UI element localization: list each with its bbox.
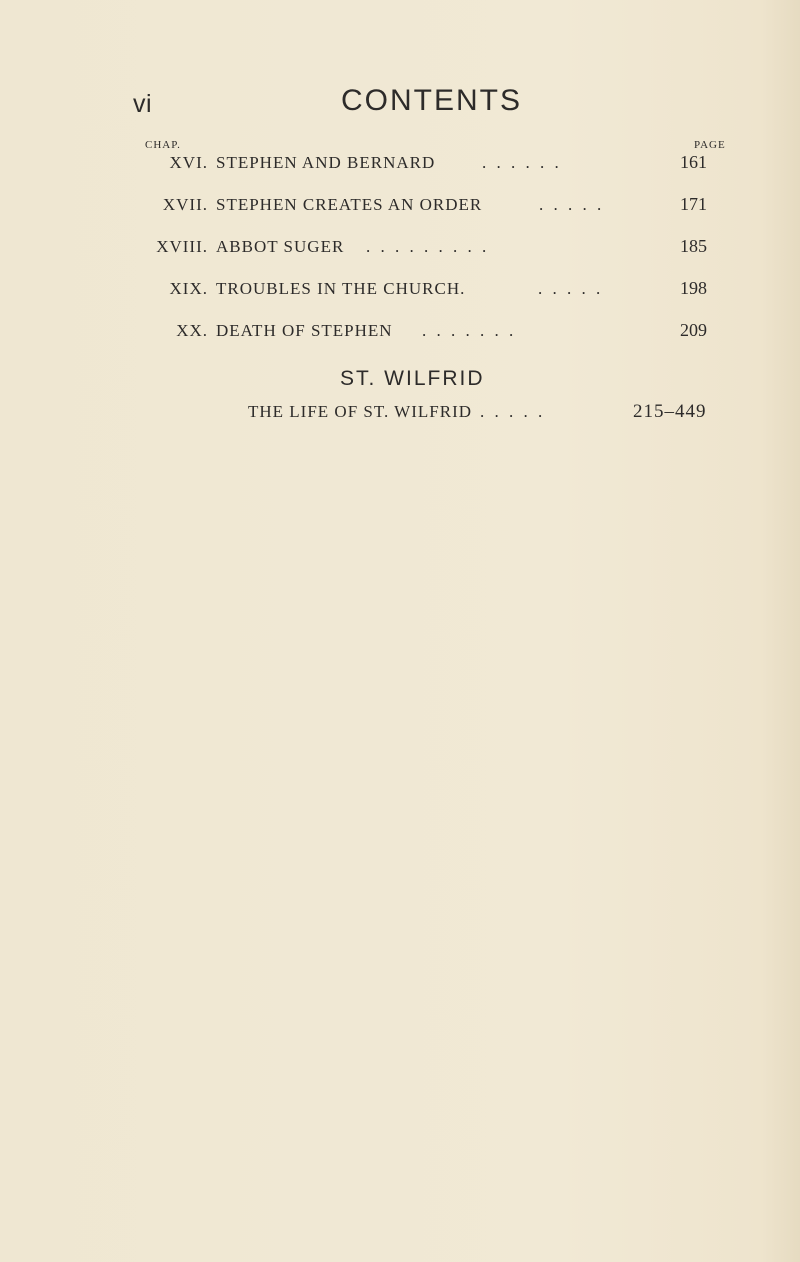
page-range: 215–449 bbox=[633, 401, 707, 422]
toc-entry bbox=[0, 153, 800, 177]
chapter-number: XIX. bbox=[169, 279, 208, 298]
page-number: 161 bbox=[680, 152, 707, 172]
entry-title: THE LIFE OF ST. WILFRID bbox=[248, 402, 473, 421]
chapter-column-header: CHAP. bbox=[145, 139, 181, 151]
chapter-title: DEATH OF STEPHEN bbox=[216, 321, 393, 340]
page-number: 185 bbox=[680, 236, 707, 256]
dot-leader: . . . . . . . . . bbox=[366, 237, 490, 256]
running-head: CONTENTS bbox=[341, 84, 522, 117]
page-header bbox=[0, 84, 800, 124]
toc-entry bbox=[0, 237, 800, 261]
chapter-number: XVI. bbox=[169, 153, 208, 172]
page-column-header: PAGE bbox=[694, 139, 726, 151]
section-title: ST. WILFRID bbox=[340, 367, 485, 390]
toc-entry bbox=[0, 402, 800, 428]
chapter-title: ABBOT SUGER bbox=[216, 237, 345, 256]
dot-leader: . . . . . bbox=[480, 402, 546, 421]
page-number: 171 bbox=[680, 194, 707, 214]
chapter-number: XX. bbox=[176, 321, 208, 340]
chapter-title: STEPHEN AND BERNARD bbox=[216, 153, 436, 172]
dot-leader: . . . . . bbox=[538, 279, 604, 298]
page-number: 209 bbox=[680, 320, 707, 340]
chapter-number: XVII. bbox=[162, 195, 208, 214]
toc-entry bbox=[0, 321, 800, 345]
dot-leader: . . . . . . . bbox=[422, 321, 517, 340]
chapter-number: XVIII. bbox=[156, 237, 208, 256]
toc-entry bbox=[0, 195, 800, 219]
dot-leader: . . . . . . bbox=[482, 153, 562, 172]
toc-entry bbox=[0, 279, 800, 303]
chapter-title: STEPHEN CREATES AN ORDER bbox=[216, 195, 483, 214]
chapter-title: TROUBLES IN THE CHURCH. bbox=[216, 279, 466, 298]
page-number: 198 bbox=[680, 278, 707, 298]
dot-leader: . . . . . bbox=[539, 195, 605, 214]
page-folio: vi bbox=[133, 90, 153, 118]
